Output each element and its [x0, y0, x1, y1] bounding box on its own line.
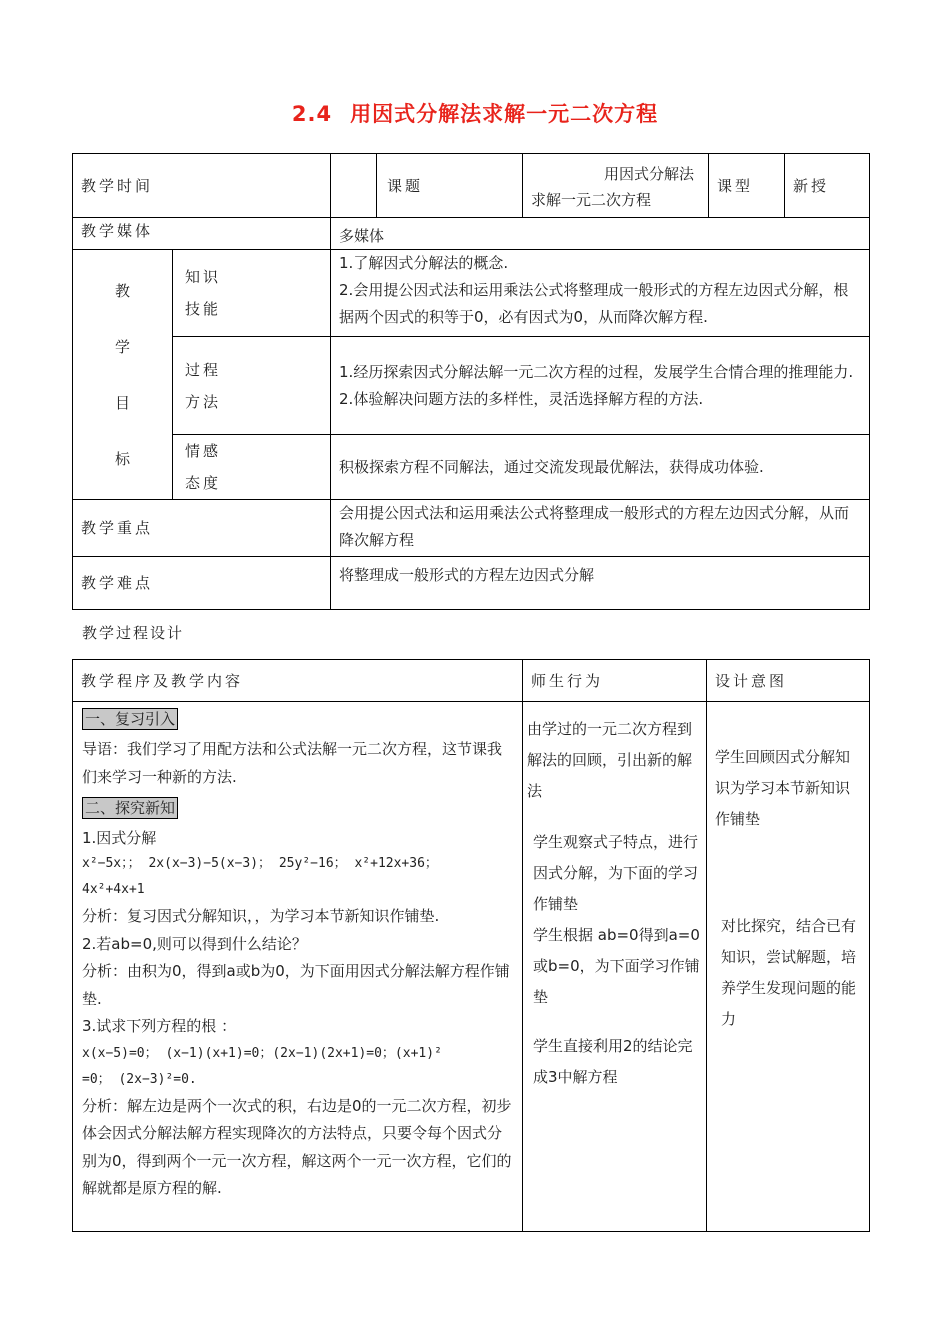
knowledge-label-line-2: 技能	[185, 300, 222, 318]
intent-cell	[707, 702, 870, 1232]
topic-label: 课题	[377, 154, 523, 218]
actions-cell	[523, 702, 707, 1232]
action-item: 由学过的一元二次方程到解法的回顾，引出新的解法	[527, 720, 693, 800]
process-label	[173, 337, 331, 435]
action-item: 学生直接利用2的结论完成3中解方程	[533, 1037, 693, 1086]
process-design-label: 教学过程设计	[82, 624, 185, 642]
process-label-line-2: 方法	[185, 392, 222, 411]
section-number: 2.4	[291, 102, 333, 126]
topic-value	[523, 154, 709, 218]
section-explore-heading: 二、探究新知	[82, 797, 178, 819]
header-actions: 师生行为	[523, 660, 707, 702]
intro-text: 导语：我们学习了用配方法和公式法解一元二次方程，这节课我们来学习一种新的方法.	[82, 740, 503, 786]
process-table	[72, 659, 870, 1232]
item-3: 3.试求下列方程的根 ：	[82, 1017, 237, 1035]
topic-line-2: 求解一元二次方程	[531, 190, 652, 209]
process-item: 2.体验解决问题方法的多样性，灵活选择解方程的方法.	[339, 389, 704, 408]
emotion-label-line-2: 态度	[185, 474, 222, 492]
section-review-heading: 一、复习引入	[82, 708, 178, 730]
content-cell	[73, 702, 523, 1232]
type-value: 新授	[785, 154, 870, 218]
expressions-1: x²−5x；； 2x(x−3)−5(x−3)； 25y²−16； x²+12x+36；	[82, 856, 438, 871]
time-value	[331, 154, 377, 218]
key-points-content: 会用提公因式法和运用乘法公式将整理成一般形式的方程左边因式分解，从而降次解方程	[331, 500, 870, 557]
knowledge-item: 1.了解因式分解法的概念.	[339, 254, 509, 272]
expressions-1b: 4x²+4x+1	[82, 882, 145, 897]
analysis-3: 分析：解左边是两个一次式的积，右边是0的一元二次方程，初步体会因式分解法解方程实现降次的方法特点，只要令每个因式分别为0，得到两个一元一次方程，解这两个一元一次方程，它们的解就都是原方程的解.	[82, 1096, 512, 1197]
process-item: 1.经历探索因式分解法解一元二次方程的过程，发展学生合情合理的推理能力.	[339, 362, 854, 381]
item-2: 2.若ab=0,则可以得到什么结论？	[82, 934, 307, 953]
equations-3: x(x−5)=0； (x−1)(x+1)=0；(2x−1)(2x+1)=0；(x+1)²	[82, 1045, 442, 1061]
time-label: 教学时间	[73, 154, 331, 218]
difficulty-label: 教学难点	[73, 557, 331, 610]
emotion-label-line-1: 情感	[185, 442, 222, 460]
goals-label	[73, 250, 173, 500]
goals-char-1: 教	[114, 281, 130, 300]
knowledge-content	[331, 250, 870, 337]
header-intent: 设计意图	[707, 660, 870, 702]
action-item: 学生根据 ab=0得到a=0或b=0，为下面学习作铺垫	[533, 926, 700, 1006]
emotion-content: 积极探索方程不同解法，通过交流发现最优解法，获得成功体验.	[331, 435, 870, 500]
topic-line-1: 用因式分解法	[604, 164, 695, 183]
page-title	[0, 98, 950, 128]
intent-item: 对比探究，结合已有知识，尝试解题，培养学生发现问题的能力	[721, 917, 857, 1028]
equations-3b: =0； (2x−3)²=0.	[82, 1071, 197, 1087]
media-value: 多媒体	[331, 218, 870, 250]
knowledge-item: 2.会用提公因式法和运用乘法公式将整理成一般形式的方程左边因式分解，根据两个因式的积等于0，必有因式为0，从而降次解方程.	[339, 281, 849, 326]
difficulty-content: 将整理成一般形式的方程左边因式分解	[331, 557, 870, 610]
goals-char-4: 标	[114, 449, 130, 468]
media-label: 教学媒体	[73, 218, 331, 250]
action-item: 学生观察式子特点，进行因式分解，为下面的学习作铺垫	[533, 833, 699, 913]
goals-char-3: 目	[114, 393, 130, 412]
header-content: 教学程序及教学内容	[73, 660, 523, 702]
process-content	[331, 337, 870, 435]
emotion-label	[173, 435, 331, 500]
lesson-info-table	[72, 153, 870, 610]
goals-char-2: 学	[114, 337, 130, 356]
key-points-label: 教学重点	[73, 500, 331, 557]
title-text: 用因式分解法求解一元二次方程	[350, 102, 659, 126]
knowledge-label-line-1: 知识	[185, 268, 222, 286]
intent-item: 学生回顾因式分解知识为学习本节新知识作铺垫	[715, 748, 851, 828]
analysis-1: 分析：复习因式分解知识，，为学习本节新知识作铺垫.	[82, 907, 440, 925]
analysis-2: 分析：由积为0，得到a或b为0，为下面用因式分解法解方程作铺垫.	[82, 962, 510, 1008]
type-label: 课型	[709, 154, 785, 218]
process-label-line-1: 过程	[185, 360, 222, 379]
knowledge-label	[173, 250, 331, 337]
item-1: 1.因式分解	[82, 829, 157, 847]
